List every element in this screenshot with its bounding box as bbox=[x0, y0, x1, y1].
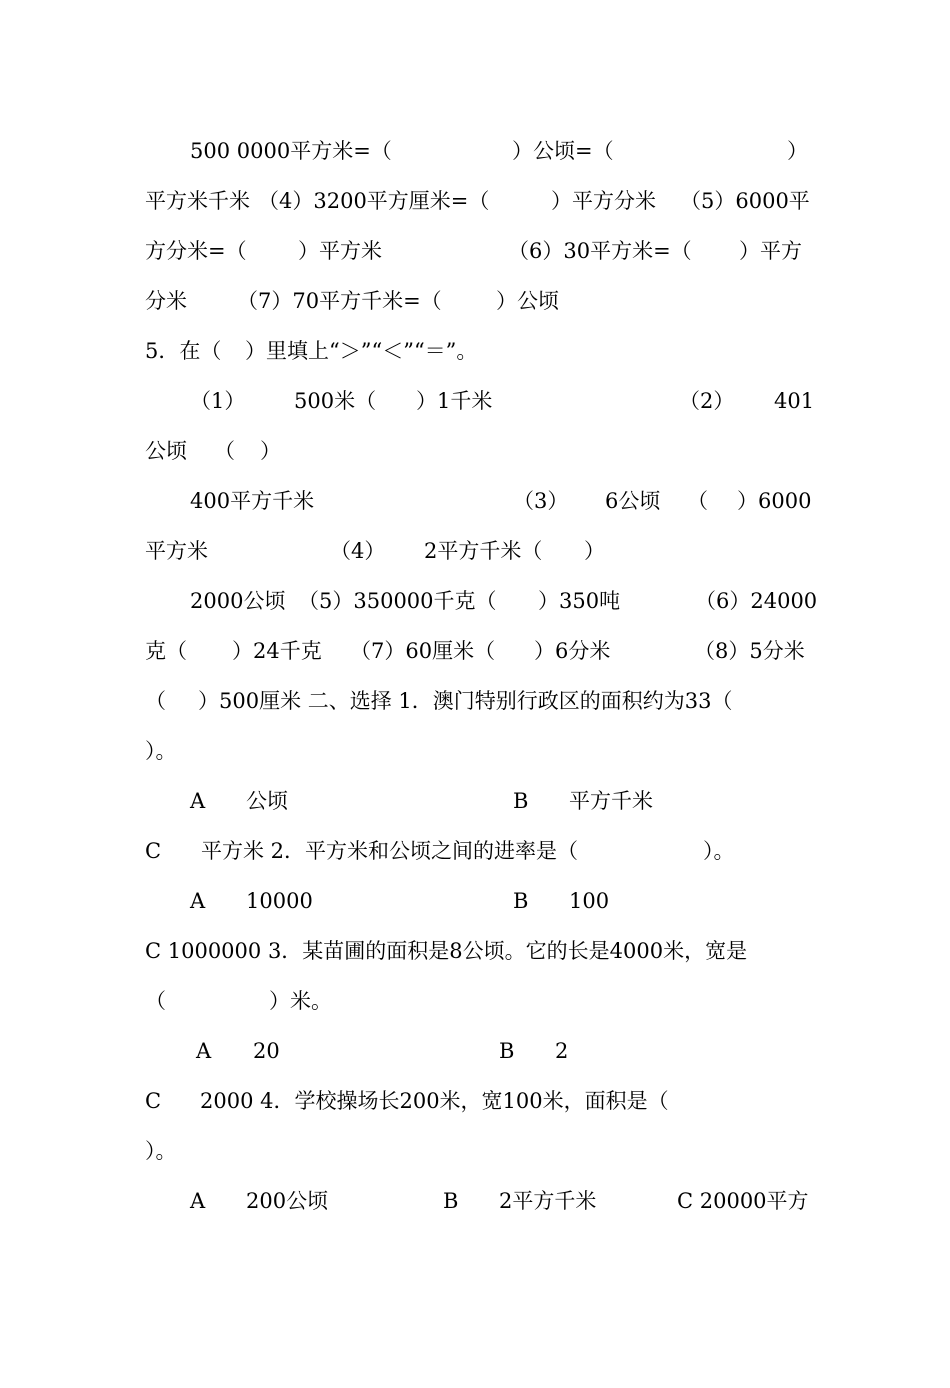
text-segment: （7）70平方千米=（ bbox=[237, 289, 442, 313]
text-segment: A bbox=[190, 789, 206, 813]
text-segment: （ bbox=[145, 689, 166, 713]
text-line bbox=[0, 734, 177, 768]
text-segment: C 1000000 3．某苗圃的面积是8公顷。它的长是4000米，宽是 bbox=[145, 939, 748, 963]
text-segment: （ bbox=[145, 989, 166, 1013]
text-segment: ）平方米 bbox=[298, 239, 382, 263]
text-line bbox=[0, 584, 818, 618]
text-segment: 方分米=（ bbox=[145, 239, 247, 263]
text-segment: A bbox=[190, 889, 206, 913]
text-segment: ）。 bbox=[703, 839, 735, 863]
text-line bbox=[0, 234, 802, 268]
text-segment: ）平方分米 bbox=[551, 189, 656, 213]
text-segment: 401 bbox=[774, 389, 815, 413]
text-segment: ）500厘米 二、选择 1．澳门特别行政区的面积约为33（ bbox=[198, 689, 733, 713]
text-line bbox=[0, 934, 748, 968]
text-line bbox=[0, 484, 812, 518]
text-segment: ）公顷=（ bbox=[512, 139, 614, 163]
text-segment: 克（ bbox=[145, 639, 187, 663]
text-segment: （5）350000千克（ bbox=[298, 589, 497, 613]
text-segment: 2平方千米 bbox=[499, 1189, 597, 1213]
text-segment: （1） bbox=[190, 389, 246, 413]
text-segment: 公顷 bbox=[246, 789, 288, 813]
text-segment: 公顷 bbox=[145, 439, 187, 463]
text-line bbox=[0, 134, 808, 168]
text-segment: ）350吨 bbox=[538, 589, 621, 613]
text-segment: 500米（ bbox=[294, 389, 377, 413]
text-segment: ）米。 bbox=[269, 989, 332, 1013]
text-segment: （5）6000平 bbox=[680, 189, 810, 213]
text-segment: A bbox=[196, 1039, 212, 1063]
text-segment: （2） bbox=[679, 389, 735, 413]
text-segment: 10000 bbox=[246, 889, 313, 913]
text-segment: （4）3200平方厘米=（ bbox=[258, 189, 490, 213]
text-segment: 6公顷 bbox=[605, 489, 661, 513]
text-line bbox=[0, 184, 810, 218]
text-segment: B bbox=[443, 1189, 459, 1213]
text-segment: 400平方千米 bbox=[190, 489, 315, 513]
text-segment: 平方米千米 bbox=[145, 189, 250, 213]
text-line bbox=[0, 534, 605, 568]
text-line bbox=[0, 984, 332, 1018]
text-segment: （4） bbox=[330, 539, 386, 563]
text-segment: 20 bbox=[253, 1039, 280, 1063]
text-segment: ）6分米 bbox=[534, 639, 611, 663]
text-line bbox=[0, 334, 478, 368]
text-segment: （6）24000 bbox=[695, 589, 818, 613]
text-line bbox=[0, 1084, 669, 1118]
text-segment: （7）60厘米（ bbox=[350, 639, 496, 663]
text-line bbox=[0, 1134, 177, 1168]
text-segment: 2000公顷 bbox=[190, 589, 286, 613]
text-segment: （3） bbox=[513, 489, 569, 513]
text-segment: ）1千米 bbox=[416, 389, 493, 413]
text-segment: ）24千克 bbox=[232, 639, 322, 663]
text-line bbox=[0, 834, 735, 868]
text-segment: ）。 bbox=[145, 739, 177, 763]
text-segment: ） bbox=[260, 439, 281, 463]
text-line bbox=[0, 884, 610, 918]
text-line bbox=[0, 634, 805, 668]
text-segment: 2平方千米（ bbox=[424, 539, 543, 563]
text-segment: ）平方 bbox=[739, 239, 802, 263]
text-segment: C bbox=[145, 839, 162, 863]
text-segment: ）。 bbox=[145, 1139, 177, 1163]
text-line bbox=[0, 1034, 569, 1068]
text-segment: C 20000平方 bbox=[677, 1189, 809, 1213]
text-segment: 平方米 bbox=[145, 539, 208, 563]
text-segment: ）里填上“＞”“＜”“＝”。 bbox=[245, 339, 478, 363]
text-segment: 5．在（ bbox=[145, 339, 222, 363]
text-segment: C bbox=[145, 1089, 162, 1113]
text-segment: 2 bbox=[555, 1039, 569, 1063]
text-line bbox=[0, 1184, 809, 1218]
text-segment: （ bbox=[687, 489, 708, 513]
text-segment: 500 0000平方米=（ bbox=[190, 139, 392, 163]
text-line bbox=[0, 434, 281, 468]
text-segment: B bbox=[499, 1039, 515, 1063]
text-segment: B bbox=[513, 789, 529, 813]
text-segment: 2000 4．学校操场长200米，宽100米，面积是（ bbox=[200, 1089, 669, 1113]
text-segment: B bbox=[513, 889, 529, 913]
text-segment: ）公顷 bbox=[496, 289, 559, 313]
text-segment: 平方千米 bbox=[569, 789, 653, 813]
text-line bbox=[0, 784, 653, 818]
text-segment: （8）5分米 bbox=[694, 639, 805, 663]
text-segment: 100 bbox=[569, 889, 610, 913]
text-segment: ） bbox=[584, 539, 605, 563]
text-line bbox=[0, 384, 815, 418]
text-line bbox=[0, 284, 559, 318]
text-segment: （6）30平方米=（ bbox=[508, 239, 692, 263]
text-segment: （ bbox=[214, 439, 235, 463]
text-segment: 200公顷 bbox=[246, 1189, 329, 1213]
text-segment: ） bbox=[787, 139, 808, 163]
text-segment: 分米 bbox=[145, 289, 187, 313]
text-segment: 平方米 2．平方米和公顷之间的进率是（ bbox=[201, 839, 579, 863]
text-segment: ）6000 bbox=[737, 489, 812, 513]
text-segment: A bbox=[190, 1189, 206, 1213]
text-line bbox=[0, 684, 733, 718]
